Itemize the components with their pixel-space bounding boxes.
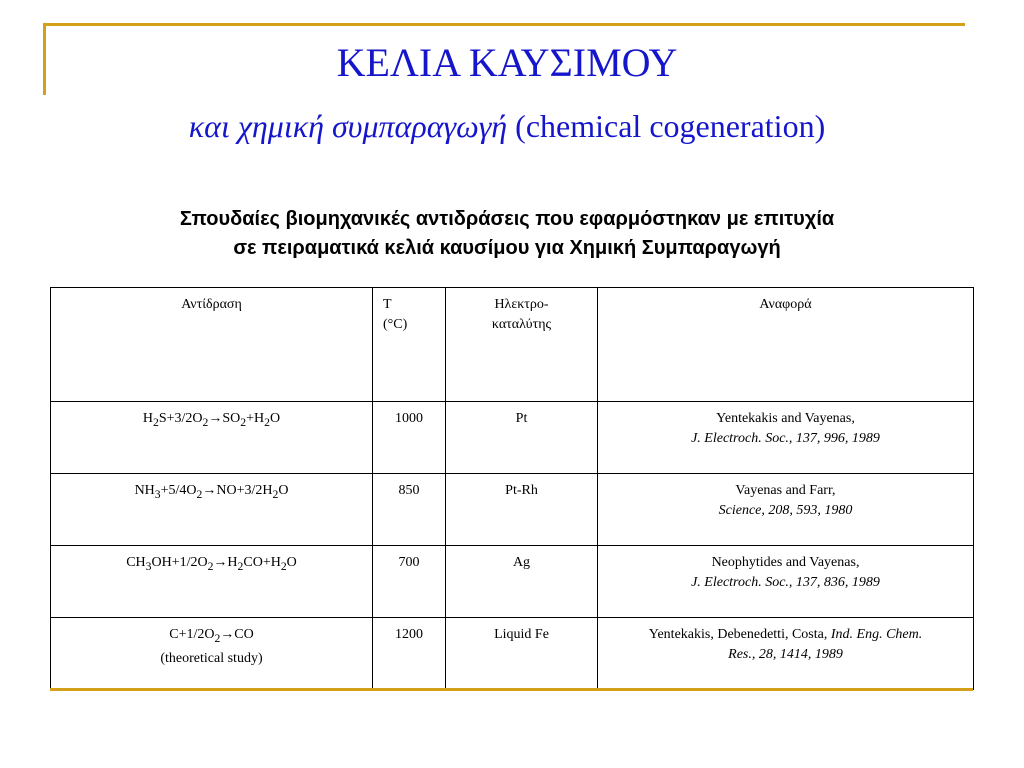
reaction-cell (51, 618, 373, 690)
header-temperature (373, 288, 446, 402)
reaction-note: (theoretical study) (160, 650, 263, 666)
reference-authors: Vayenas and Farr, (735, 483, 836, 498)
temperature-cell: 850 (373, 474, 446, 546)
reaction-cell: $CH_3OH+1/2O_2\to H_2CO+H_2O$ (51, 546, 373, 618)
reference-authors: Neophytides and Vayenas, (711, 555, 860, 570)
reference-cell (598, 618, 974, 690)
catalyst-cell: Ag (446, 546, 598, 618)
reaction-cell: $NH_3+5/4O_2\to NO+3/2H_2O$ (51, 474, 373, 546)
header-temp-line2: (°C) (383, 317, 408, 332)
header-catalyst-line2: καταλύτης (491, 317, 552, 332)
table-row (51, 474, 974, 546)
reference-cell (598, 546, 974, 618)
table-heading (46, 205, 968, 263)
catalyst-cell: Pt (446, 402, 598, 474)
reference-journal: J. Electroch. Soc., 137, 996, 1989 (691, 431, 880, 446)
header-temp-line1: T (383, 297, 392, 312)
reference-journal: Science, 208, 593, 1980 (718, 503, 853, 518)
temperature-cell: 700 (373, 546, 446, 618)
table-row (51, 546, 974, 618)
subtitle-greek: και χημική συμπαραγωγή (188, 108, 508, 144)
heading-line-1: Σπουδαίες βιομηχανικές αντιδράσεις που εφαρμόστηκαν με επιτυχία (179, 208, 835, 230)
header-catalyst (446, 288, 598, 402)
heading-line-2: σε πειραματικά κελιά καυσίμου για Χημική Συμπαραγωγή (233, 237, 781, 259)
reference-authors: Yentekakis, Debenedetti, Costa, (648, 627, 828, 642)
reactions-table (50, 287, 974, 690)
reaction-equation: $C+1/2O_2\to CO$ (169, 627, 254, 645)
table-bottom-accent-line (50, 688, 973, 691)
frame-top-line (43, 23, 965, 26)
header-catalyst-line1: Ηλεκτρο- (494, 297, 549, 312)
reference-cell (598, 402, 974, 474)
catalyst-cell: Liquid Fe (446, 618, 598, 690)
reference-journal-part2: Res., 28, 1414, 1989 (728, 647, 843, 662)
reference-authors: Yentekakis and Vayenas, (716, 411, 855, 426)
reference-cell (598, 474, 974, 546)
header-reaction: Αντίδραση (51, 288, 373, 402)
catalyst-cell: Pt-Rh (446, 474, 598, 546)
reaction-cell: $H_2S+3/2O_2\to SO_2+H_2O$ (51, 402, 373, 474)
table-row (51, 618, 974, 690)
temperature-cell: 1000 (373, 402, 446, 474)
slide-subtitle (46, 106, 968, 146)
reference-journal: J. Electroch. Soc., 137, 836, 1989 (691, 575, 880, 590)
subtitle-english: (chemical cogeneration) (515, 108, 826, 144)
slide-title: ΚΕΛΙΑ ΚΑΥΣΙΜΟΥ (336, 40, 678, 85)
header-reference: Αναφορά (598, 288, 974, 402)
table-row (51, 402, 974, 474)
reference-line1 (602, 625, 969, 645)
reference-journal-part1: Ind. Eng. Chem. (830, 627, 923, 642)
temperature-cell: 1200 (373, 618, 446, 690)
table-header-row (51, 288, 974, 402)
